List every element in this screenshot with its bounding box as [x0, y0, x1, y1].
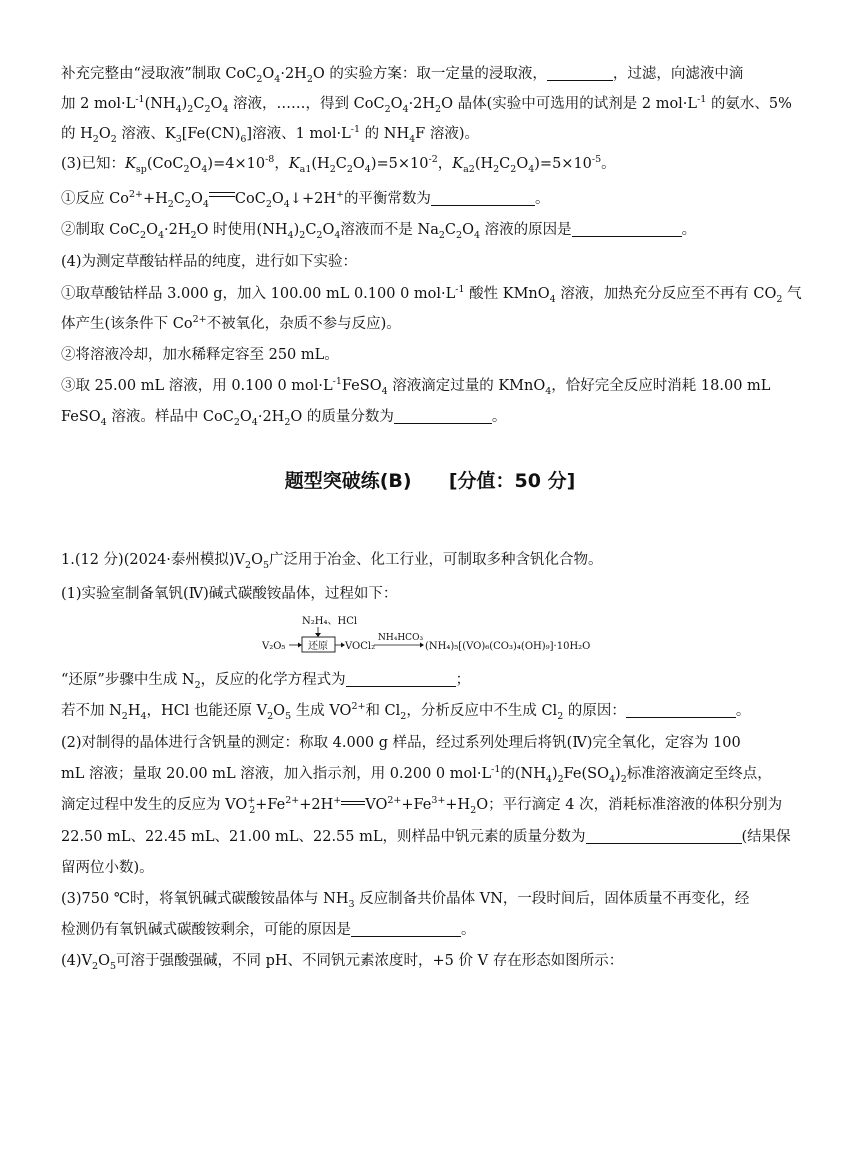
intermediate: VOCl₂ — [345, 641, 376, 652]
reagents-top-label: N₂H₄、HCl — [302, 616, 358, 627]
text-line: (2)对制得的晶体进行含钒量的测定：称取 4.000 g 样品，经过系列处理后将钒(Ⅳ)完全氧化，定容为 100 — [61, 735, 741, 751]
answer-blank[interactable] — [394, 409, 492, 424]
text-line: 留两位小数)。 — [61, 860, 154, 876]
text-line: ①取草酸钴样品 3.000 g，加入 100.00 mL 0.100 0 $mol\cdot L^{-1}$ 酸性 KMnO$_4$ 溶液，加热充分反应至不再有 $CO_2$ 气 — [61, 284, 802, 305]
start-material: V₂O₅ — [262, 641, 286, 652]
text-line: 补充完整由“浸取液”制取 $CoC_2O_4\cdot 2H_2O$ 的实验方案：取一定量的浸取液， ，过滤，向滤液中滴 — [61, 66, 744, 85]
reaction-equals-sign — [341, 801, 365, 805]
text-line: ②将溶液冷却，加水稀释定容至 250 mL。 — [61, 347, 339, 363]
text-line: 的 $H_2O_2$ 溶液、$K_3[Fe(CN)_6]$溶液、1 $mol\cdot L^{-1}$ 的 $NH_4F$ 溶液)。 — [61, 124, 479, 145]
process-flow-diagram — [262, 612, 602, 658]
text-line: 检测仍有氧钒碱式碳酸铵剩余，可能的原因是 。 — [61, 922, 476, 938]
text-line: mL 溶液；量取 20.00 mL 溶液，加入指示剂，用 0.200 0 $mol\cdot L^{-1}$的$(NH_4)_2Fe(SO_4)_2$标准溶液滴定至终点， — [61, 764, 772, 785]
text-line: (1)实验室制备氧钒(Ⅳ)碱式碳酸铵晶体，过程如下： — [61, 586, 398, 602]
text-line: FeSO$_4$ 溶液。样品中 $CoC_2O_4\cdot 2H_2O$ 的质量分数为 。 — [61, 409, 507, 428]
section-score: [分值：50 分] — [448, 470, 576, 492]
answer-blank[interactable] — [346, 672, 456, 687]
text-line: 22.50 mL、22.45 mL、21.00 mL、22.55 mL，则样品中钒元素的质量分数为 (结果保 — [61, 829, 791, 845]
text-line: 滴定过程中发生的反应为 $VO^+_2+Fe^{2+}+2H^+$ $VO^{2+}+Fe^{3+}+H_2O$；平行滴定 4 次，消耗标准溶液的体积分别为 — [61, 795, 783, 816]
text-line: (3)750 ℃时，将氧钒碱式碳酸铵晶体与 $NH_3$ 反应制备共价晶体 VN，一段时间后，固体质量不再变化，经 — [61, 891, 750, 910]
answer-blank[interactable] — [572, 222, 682, 237]
reduction-step-label: 还原 — [308, 641, 328, 652]
answer-blank[interactable] — [626, 703, 736, 718]
text-line: $(4)V_2O_5$可溶于强酸强碱，不同 pH、不同钒元素浓度时，+5 价 V 存在形态如图所示： — [61, 953, 624, 972]
text-line: (4)为测定草酸钴样品的纯度，进行如下实验： — [61, 254, 358, 270]
reagent-2-label: NH₄HCO₃ — [378, 633, 424, 643]
question-1-stem: 1.(12 分)(2024·泰州模拟)$V_2O_5$广泛用于冶金、化工行业，可制取多种含钒化合物。 — [61, 552, 603, 571]
answer-blank[interactable] — [547, 66, 613, 81]
section-header — [0, 466, 860, 493]
text-line: ③取 25.00 mL 溶液，用 0.100 0 $mol\cdot L^{-1}FeSO_4$ 溶液滴定过量的 KMnO$_4$，恰好完全反应时消耗 18.00 mL — [61, 376, 771, 397]
text-line: 体产生(该条件下 $Co^{2+}$不被氧化，杂质不参与反应)。 — [61, 314, 401, 332]
text-line: 加 2 $mol\cdot L^{-1}(NH_4)_2C_2O_4$ 溶液，……，得到 $CoC_2O_4\cdot 2H_2O$ 晶体(实验中可选用的试剂是 2 $mol\cdot L^{-1}$ 的氨水、5% — [61, 94, 792, 115]
text-line: ①反应 $Co^{2+}+H_2C_2O_4$ $CoC_2O_4↓+2H^+$的平衡常数为 。 — [61, 189, 550, 210]
text-line: “还原”步骤中生成 $N_2$，反应的化学方程式为 ； — [61, 672, 471, 691]
answer-blank[interactable] — [431, 191, 535, 206]
section-title: 题型突破练(B) — [284, 470, 412, 492]
equilibrium-arrow — [209, 191, 235, 201]
text-line: (3)已知：$K_{sp}(CoC_2O_4)=4\times 10^{-8}$，$K_{a1}(H_2C_2O_4)=5\times 10^{-2}$，$K_{a2}(H_2C_2O_4)=5\times 10^{-5}$。 — [61, 154, 616, 175]
answer-blank[interactable] — [586, 829, 742, 844]
product: (NH₄)₅[(VO)₆(CO₃)₄(OH)₉]·10H₂O — [425, 641, 591, 652]
text-line: ②制取 $CoC_2O_4\cdot 2H_2O$ 时使用$(NH_4)_2C_2O_4$溶液而不是 $Na_2C_2O_4$ 溶液的原因是 。 — [61, 222, 697, 241]
answer-blank[interactable] — [351, 922, 461, 937]
text-line: 若不加 $N_2H_4$，HCl 也能还原 $V_2O_5$ 生成 $VO^{2+}$和 $Cl_2$，分析反应中不生成 $Cl_2$ 的原因： 。 — [61, 701, 751, 722]
